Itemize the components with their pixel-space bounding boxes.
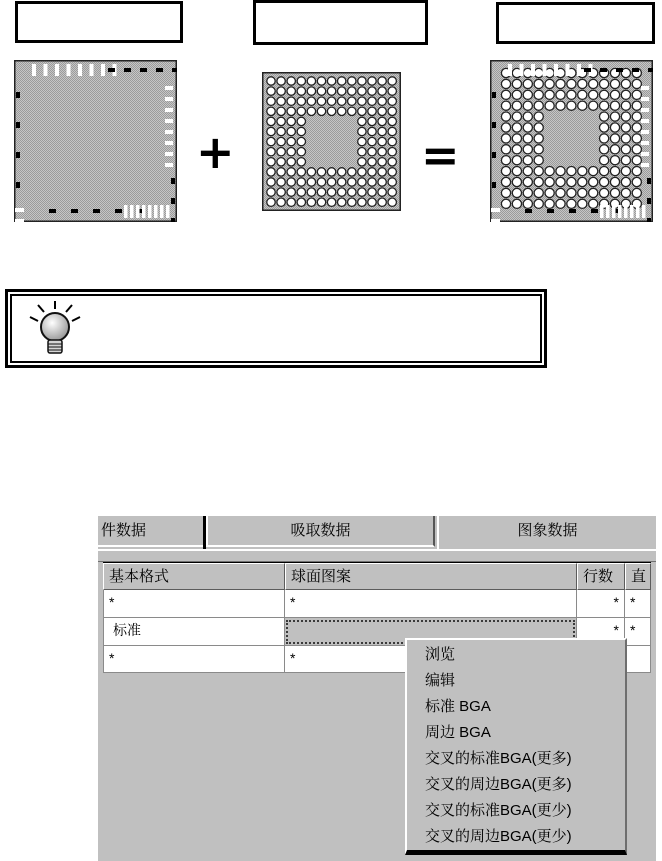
header-cell-basic-format[interactable]: 基本格式: [103, 563, 285, 590]
cell-clipped-column[interactable]: [625, 646, 651, 673]
cell-basic-format[interactable]: 标准: [103, 618, 285, 646]
menu-item-browse[interactable]: 浏览: [425, 646, 456, 663]
header-cell-ball-pattern[interactable]: 球面图案: [285, 563, 577, 590]
header-cell-clipped-column[interactable]: 直: [625, 563, 651, 590]
cell-clipped-column[interactable]: *: [625, 590, 651, 618]
cell-row-count[interactable]: *: [577, 618, 625, 646]
cell-basic-format[interactable]: *: [103, 590, 285, 618]
plus-operator: +: [196, 125, 235, 179]
menu-item-standard-bga[interactable]: 标准 BGA: [425, 698, 491, 715]
tip-box: [5, 289, 547, 368]
top-label-box-2: [253, 0, 428, 45]
table-header-row: [103, 563, 651, 590]
cell-ball-pattern[interactable]: *: [285, 646, 577, 673]
menu-item-staggered-perimeter-bga-less[interactable]: 交叉的周边BGA(更少): [425, 828, 572, 845]
equals-operator: =: [421, 128, 460, 182]
top-label-box-3: [496, 2, 655, 44]
context-menu: [405, 638, 627, 855]
lightbulb-icon: [28, 301, 82, 365]
combined-chip-image: [490, 60, 653, 222]
menu-item-staggered-standard-bga-less[interactable]: 交叉的标准BGA(更少): [425, 802, 572, 819]
menu-item-perimeter-bga[interactable]: 周边 BGA: [425, 724, 491, 741]
tip-box-inner-border: [10, 294, 542, 363]
cell-clipped-column[interactable]: *: [625, 618, 651, 646]
ball-pattern-image: [262, 72, 401, 211]
cell-basic-format[interactable]: *: [103, 646, 285, 673]
tab-image-data[interactable]: 图象数据: [437, 516, 656, 549]
tab-part-data[interactable]: 件数据: [98, 516, 203, 547]
tab-bar: [98, 516, 656, 549]
header-cell-row-count[interactable]: 行数: [577, 563, 625, 590]
cell-row-count[interactable]: *: [577, 590, 625, 618]
chip-photo-image: [14, 60, 177, 222]
tab-pickup-data[interactable]: 吸取数据: [206, 516, 435, 547]
menu-item-staggered-standard-bga-more[interactable]: 交叉的标准BGA(更多): [425, 750, 572, 767]
table-row: [103, 590, 651, 618]
tab-content-band: [98, 549, 656, 562]
top-label-box-1: [15, 1, 183, 43]
cell-ball-pattern[interactable]: *: [285, 590, 577, 618]
menu-item-staggered-perimeter-bga-more[interactable]: 交叉的周边BGA(更多): [425, 776, 572, 793]
menu-item-edit[interactable]: 编辑: [425, 672, 456, 689]
